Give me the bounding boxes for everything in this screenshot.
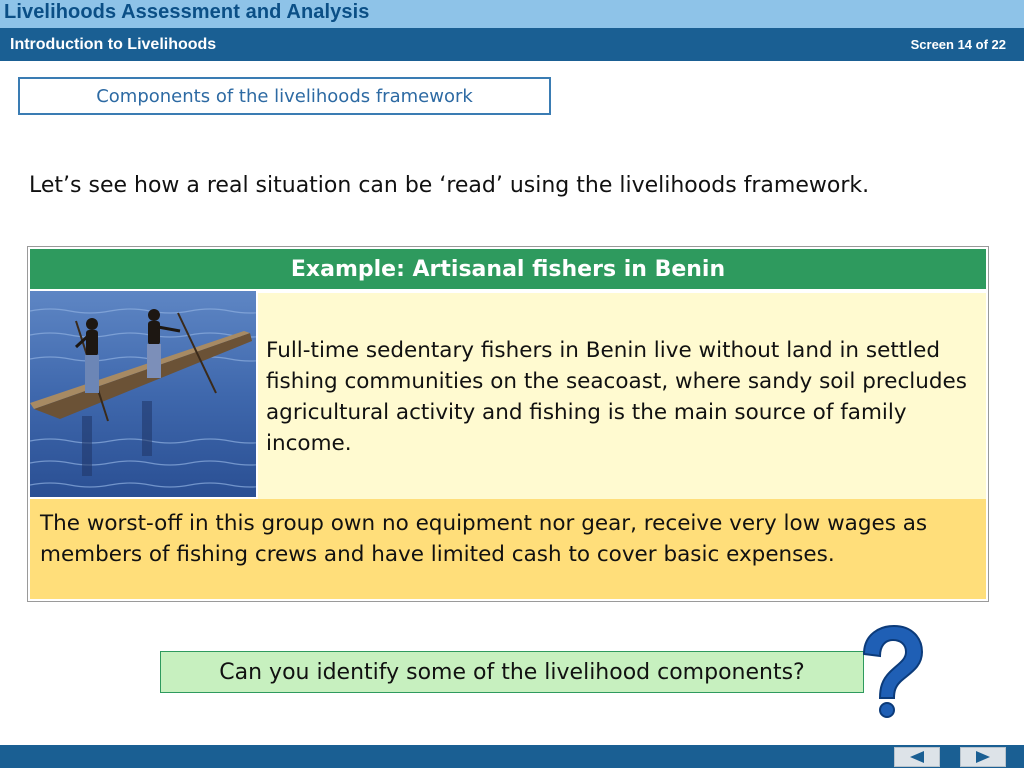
- example-panel: [27, 246, 989, 602]
- section-title: Components of the livelihoods framework: [96, 85, 473, 107]
- triangle-right-icon: [974, 750, 992, 764]
- next-screen-button[interactable]: [960, 747, 1006, 767]
- triangle-left-icon: [908, 750, 926, 764]
- question-box: [160, 651, 864, 693]
- example-description: Full-time sedentary fishers in Benin live without land in settled fishing communities on the seacoast, where sandy soil precludes agricultural activity and fishing is the main source of family income.: [258, 293, 986, 499]
- course-title: Livelihoods Assessment and Analysis: [4, 1, 370, 23]
- example-heading-bar: [30, 249, 986, 289]
- question-text: Can you identify some of the livelihood components?: [219, 659, 805, 685]
- footer-bar: [0, 745, 1024, 768]
- module-title: Introduction to Livelihoods: [10, 36, 217, 53]
- screen-counter: Screen 14 of 22: [910, 37, 1006, 52]
- question-mark-icon: [842, 622, 932, 718]
- example-summary: The worst-off in this group own no equipment nor gear, receive very low wages as members of fishing crews and have limited cash to cover basic expenses.: [30, 499, 986, 599]
- section-title-box: [18, 77, 551, 115]
- previous-screen-button[interactable]: [894, 747, 940, 767]
- example-heading: Example: Artisanal fishers in Benin: [290, 256, 726, 282]
- fishers-canoe-photo: [30, 291, 256, 497]
- intro-text: Let’s see how a real situation can be ‘read’ using the livelihoods framework.: [29, 173, 870, 198]
